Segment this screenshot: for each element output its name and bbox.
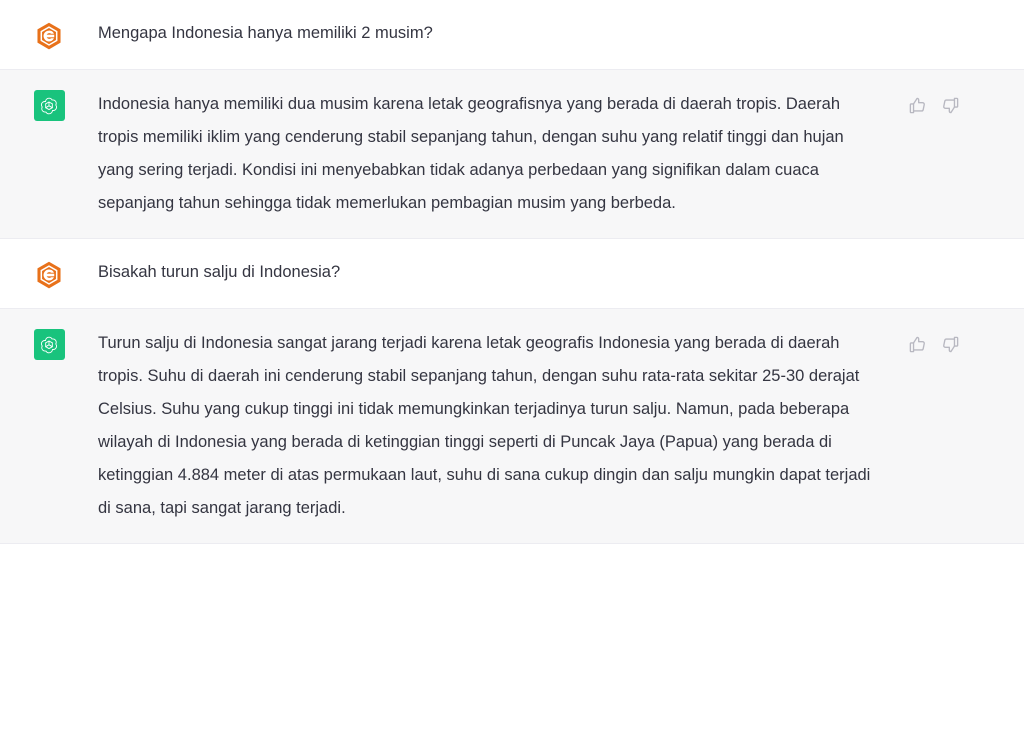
hexagon-e-user-avatar-icon: [34, 259, 65, 290]
chat-turn-user: [0, 0, 1024, 70]
thumbs-up-icon[interactable]: [908, 335, 927, 354]
chat-turn-user: [0, 239, 1024, 309]
avatar-cell: [0, 88, 98, 121]
message-text: Indonesia hanya memiliki dua musim karena letak geografisnya yang berada di daerah tropis. Daerah tropis memiliki iklim yang cenderung stabil sepanjang tahun, dengan suhu yang relatif tinggi dan hujan yang sering terjadi. Kondisi ini menyebabkan tidak adanya perbedaan yang signifikan dalam cuaca sepanjang tahun sehingga tidak memerlukan pembagian musim yang berbeda.: [98, 95, 844, 212]
thumbs-down-icon[interactable]: [941, 335, 960, 354]
thread-bottom-spacer: [0, 544, 1024, 584]
openai-logo-icon: [34, 329, 65, 360]
openai-logo-icon: [34, 90, 65, 121]
chat-turn-assistant: [0, 70, 1024, 239]
chat-turn-assistant: [0, 309, 1024, 544]
feedback-actions: [908, 335, 960, 354]
message-text: Bisakah turun salju di Indonesia?: [98, 263, 341, 281]
hexagon-e-user-avatar-icon: [34, 20, 65, 51]
avatar-cell: [0, 257, 98, 290]
message-text: Turun salju di Indonesia sangat jarang terjadi karena letak geografis Indonesia yang berada di daerah tropis. Suhu di daerah ini cenderung stabil sepanjang tahun, dengan suhu rata-rata sekitar 25-30 derajat Celsius. Suhu yang cukup tinggi ini tidak memungkinkan terjadinya turun salju. Namun, pada beberapa wilayah di Indonesia yang berada di ketinggian tinggi seperti di Puncak Jaya (Papua) yang berada di ketinggian 4.884 meter di atas permukaan laut, suhu di sana cukup dingin dan salju mungkin dapat terjadi di sana, tapi sangat jarang terjadi.: [98, 334, 871, 517]
thumbs-down-icon[interactable]: [941, 96, 960, 115]
thumbs-up-icon[interactable]: [908, 96, 927, 115]
avatar-cell: [0, 18, 98, 51]
message-text: Mengapa Indonesia hanya memiliki 2 musim?: [98, 24, 433, 42]
feedback-actions: [908, 96, 960, 115]
avatar-cell: [0, 327, 98, 360]
